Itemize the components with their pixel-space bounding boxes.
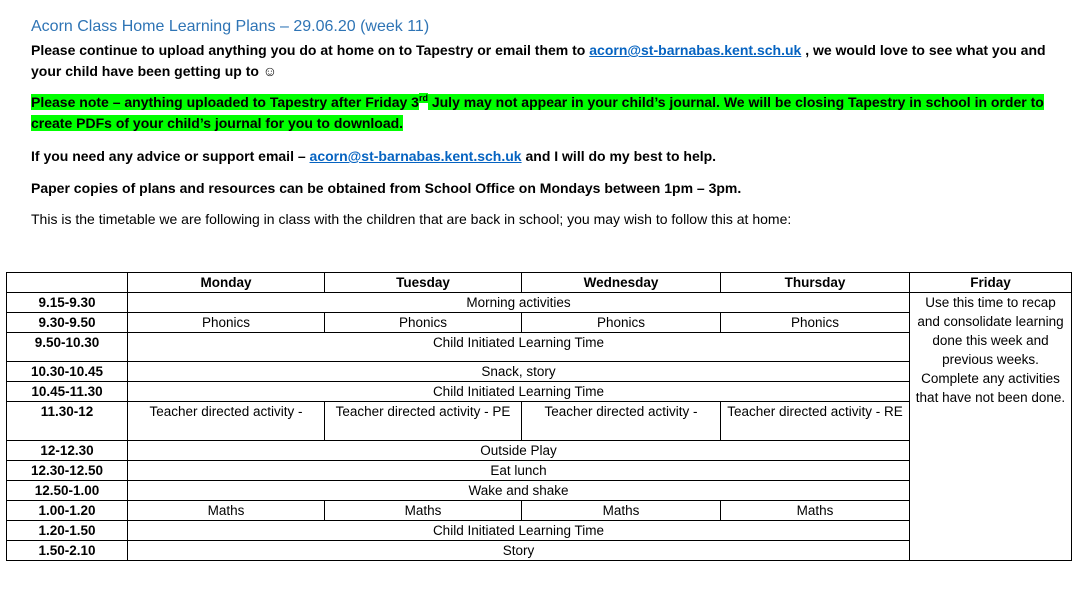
table-row: [7, 293, 1072, 313]
activity-cell-wednesday: Teacher directed activity -: [522, 402, 721, 441]
time-cell: 9.50-10.30: [7, 333, 128, 362]
time-cell: 11.30-12: [7, 402, 128, 441]
time-cell: 12-12.30: [7, 441, 128, 461]
time-cell: 1.20-1.50: [7, 521, 128, 541]
activity-cell: Morning activities: [128, 293, 910, 313]
upload-text: Please continue to upload anything you do at home on to Tapestry or email them to: [31, 42, 590, 58]
activity-cell-wednesday: Maths: [522, 501, 721, 521]
activity-cell-tuesday: Phonics: [325, 313, 522, 333]
activity-cell-tuesday: Teacher directed activity - PE: [325, 402, 522, 441]
activity-cell-monday: Phonics: [128, 313, 325, 333]
advice-text-end: and I will do my best to help.: [521, 148, 717, 164]
day-header-wednesday: Wednesday: [522, 273, 721, 293]
time-cell: 12.30-12.50: [7, 461, 128, 481]
tapestry-note: [31, 92, 1051, 134]
day-header-monday: Monday: [128, 273, 325, 293]
timetable-header-row: [7, 273, 1072, 293]
day-header-friday: Friday: [910, 273, 1072, 293]
time-cell: 1.50-2.10: [7, 541, 128, 561]
activity-cell-tuesday: Maths: [325, 501, 522, 521]
email-link[interactable]: acorn@st-barnabas.kent.sch.uk: [589, 42, 802, 58]
note-highlight-end: July may not appear in your child’s journal. We will be closing Tapestry in school in order to create PDFs of your child’s journal for you to download.: [31, 94, 1044, 131]
time-cell: 12.50-1.00: [7, 481, 128, 501]
activity-cell: Child Initiated Learning Time: [128, 382, 910, 402]
time-cell: 10.45-11.30: [7, 382, 128, 402]
page-title: Acorn Class Home Learning Plans – 29.06.20 (week 11): [31, 18, 430, 35]
activity-cell: Eat lunch: [128, 461, 910, 481]
time-cell: 1.00-1.20: [7, 501, 128, 521]
time-cell: 9.30-9.50: [7, 313, 128, 333]
upload-paragraph: [31, 40, 1051, 82]
activity-cell: Story: [128, 541, 910, 561]
activity-cell-monday: Teacher directed activity -: [128, 402, 325, 441]
time-cell: 9.15-9.30: [7, 293, 128, 313]
activity-cell-thursday: Phonics: [721, 313, 910, 333]
paper-copies-paragraph: Paper copies of plans and resources can be obtained from School Office on Mondays between 1pm – 3pm.: [31, 180, 742, 196]
time-cell: 10.30-10.45: [7, 362, 128, 382]
timetable: [6, 272, 1072, 561]
activity-cell: Child Initiated Learning Time: [128, 521, 910, 541]
note-highlight-start: Please note – anything uploaded to Tapestry after Friday 3: [31, 94, 419, 110]
note-superscript: rd: [418, 93, 428, 104]
friday-note: Use this time to recap and consolidate learning done this week and previous weeks. Complete any activities that have not been done.: [910, 293, 1072, 561]
day-header-tuesday: Tuesday: [325, 273, 522, 293]
activity-cell-monday: Maths: [128, 501, 325, 521]
upload-text-end: , we would love to see what you and your child have been getting up to ☺: [31, 42, 1046, 79]
day-header-thursday: Thursday: [721, 273, 910, 293]
activity-cell: Outside Play: [128, 441, 910, 461]
activity-cell-thursday: Maths: [721, 501, 910, 521]
timetable-intro: This is the timetable we are following in class with the children that are back in school; you may wish to follow this at home:: [31, 211, 792, 227]
advice-text: If you need any advice or support email –: [31, 148, 310, 164]
activity-cell: Child Initiated Learning Time: [128, 333, 910, 362]
advice-paragraph: [31, 146, 1051, 167]
activity-cell: Snack, story: [128, 362, 910, 382]
activity-cell-thursday: Teacher directed activity - RE: [721, 402, 910, 441]
advice-email-link[interactable]: acorn@st-barnabas.kent.sch.uk: [309, 148, 522, 164]
activity-cell: Wake and shake: [128, 481, 910, 501]
activity-cell-wednesday: Phonics: [522, 313, 721, 333]
time-column-header: [7, 273, 128, 293]
